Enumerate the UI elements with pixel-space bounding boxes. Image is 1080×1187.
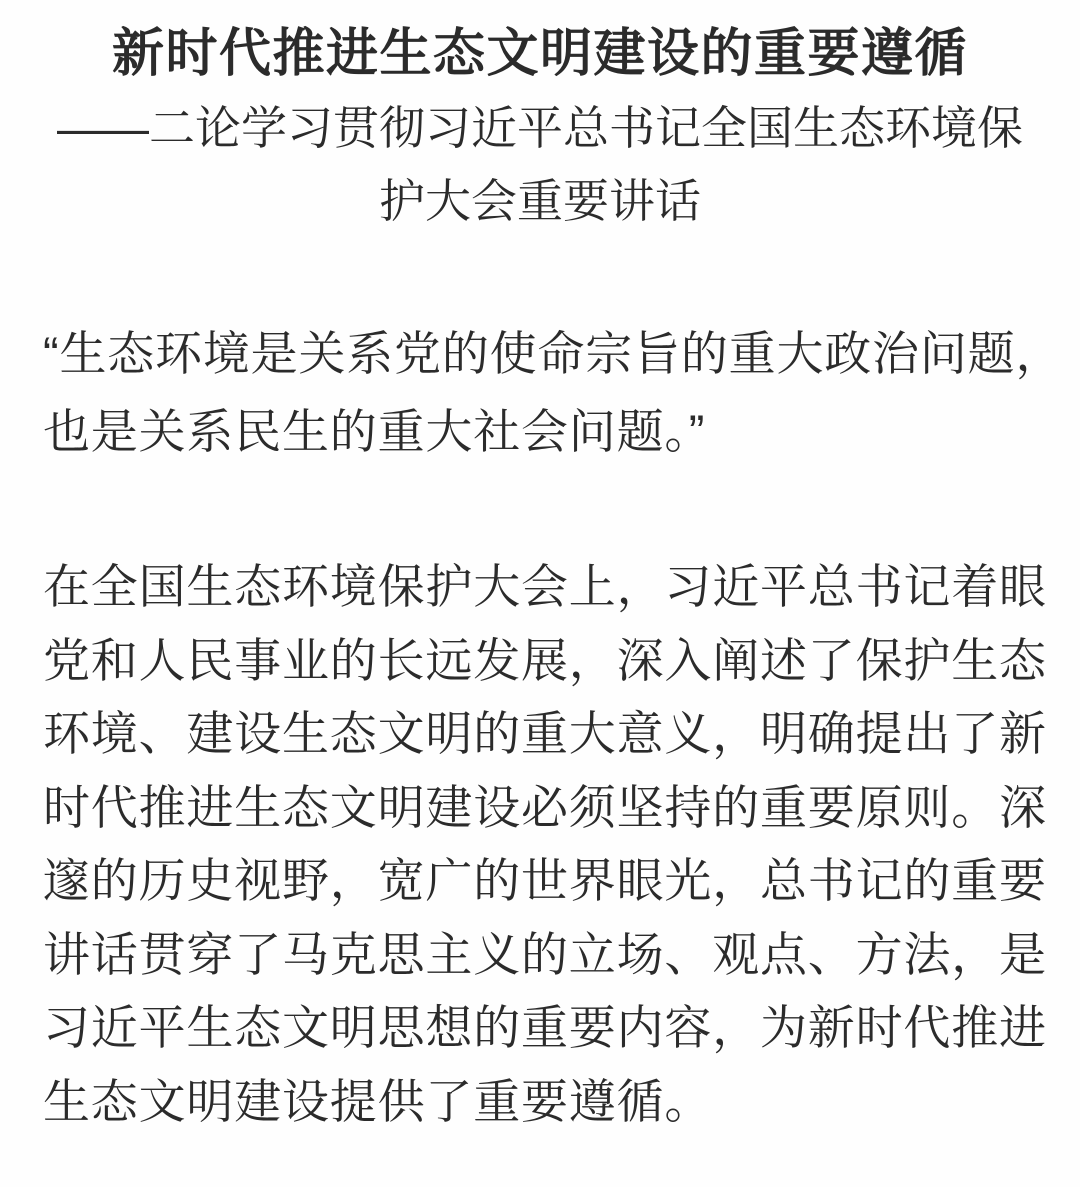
article-title: 新时代推进生态文明建设的重要遵循 bbox=[111, 25, 968, 83]
body-line: 习近平生态文明思想的重要内容，为新时代推进 bbox=[43, 1001, 1047, 1054]
quote-paragraph bbox=[43, 315, 1064, 471]
subtitle-line: ——二论学习贯彻习近平总书记全国生态环境保 bbox=[57, 102, 1023, 154]
quote-line: 也是关系民生的重大社会问题。” bbox=[43, 405, 706, 458]
body-paragraph bbox=[43, 550, 1047, 1138]
body-line: 党和人民事业的长远发展，深入阐述了保护生态 bbox=[43, 633, 1047, 687]
quote-line: “生态环境是关系党的使命宗旨的重大政治问题， bbox=[43, 327, 1064, 380]
body-line: 在全国生态环境保护大会上，习近平总书记着眼 bbox=[43, 560, 1047, 613]
body-line: 环境、建设生态文明的重大意义，明确提出了新 bbox=[43, 707, 1047, 760]
article-subtitle bbox=[43, 92, 1037, 238]
body-line: 生态文明建设提供了重要遵循。 bbox=[43, 1074, 713, 1128]
subtitle-line: 护大会重要讲话 bbox=[379, 175, 701, 227]
body-line: 时代推进生态文明建设必须坚持的重要原则。深 bbox=[43, 780, 1047, 834]
body-line: 讲话贯穿了马克思主义的立场、观点、方法，是 bbox=[43, 927, 1047, 981]
body-line: 邃的历史视野，宽广的世界眼光，总书记的重要 bbox=[43, 854, 1047, 907]
